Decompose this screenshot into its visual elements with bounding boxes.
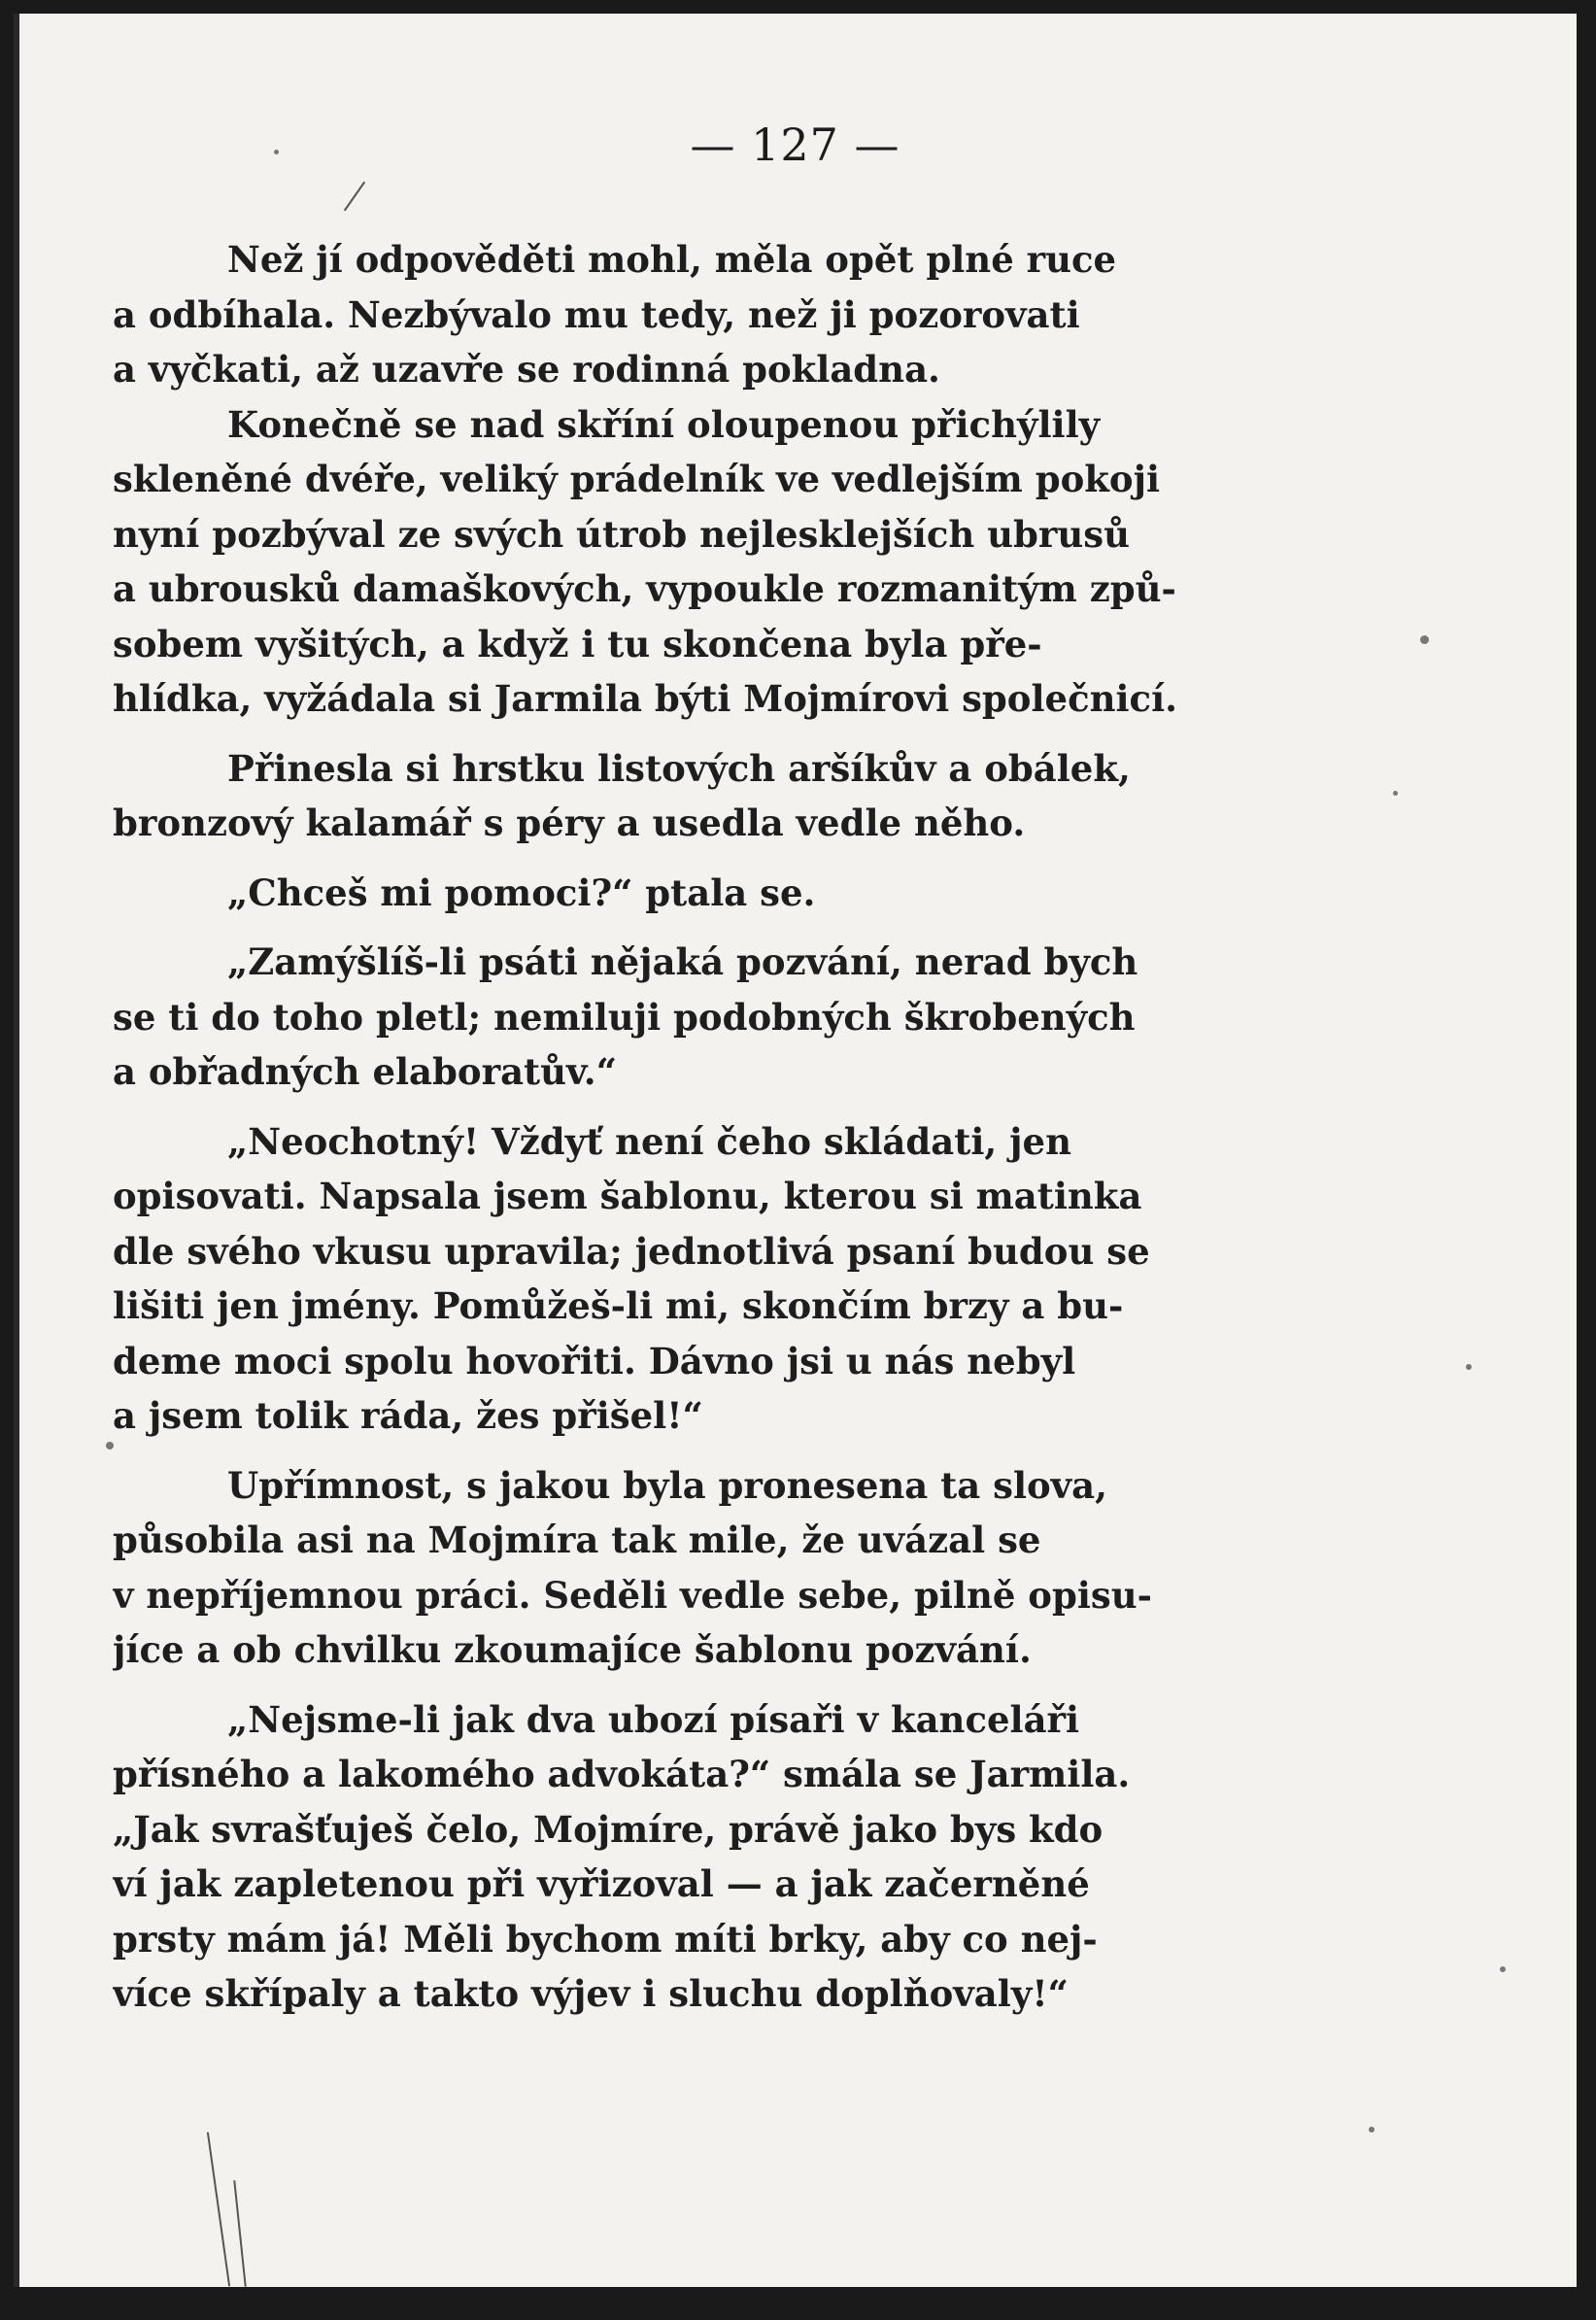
text-line: „Zamýšlíš-li psáti nějaká pozvání, nerad bych — [227, 940, 1138, 983]
text-line: opisovati. Napsala jsem šablonu, kterou si matinka — [113, 1175, 1142, 1217]
text-line: Než jí odpověděti mohl, měla opět plné ruce — [227, 238, 1117, 281]
text-line: v nepříjemnou práci. Seděli vedle sebe, pilně opisu- — [113, 1573, 1152, 1617]
paragraph — [113, 1458, 1344, 1678]
text-line: a vyčkati, až uzavře se rodinná pokladna. — [113, 348, 940, 391]
text-line: a ubrousků damaškových, vypoukle rozmanitým způ- — [113, 567, 1176, 610]
scan-edge — [14, 14, 19, 2287]
scan-speck — [1369, 2127, 1375, 2132]
text-line: a odbíhala. Nezbývalo mu tedy, než ji pozorovati — [113, 292, 1080, 336]
paragraph — [113, 935, 1344, 1100]
text-line: a obřadných elaboratův.“ — [113, 1050, 617, 1093]
scan-speck — [106, 1442, 114, 1450]
text-line: bronzový kalamář s péry a usedla vedle něho. — [113, 802, 1026, 844]
text-line: „Chceš mi pomoci?“ ptala se. — [227, 870, 816, 914]
book-page — [14, 14, 1577, 2287]
paragraph — [113, 232, 1344, 397]
scan-scratch — [233, 2180, 246, 2287]
text-line: dle svého vkusu upravila; jednotlivá psaní budou se — [113, 1229, 1150, 1273]
scan-speck — [1393, 791, 1398, 796]
text-line: působila asi na Mojmíra tak mile, že uvázal se — [113, 1518, 1041, 1561]
text-line: „Nejsme-li jak dva ubozí písaři v kanceláři — [227, 1697, 1080, 1741]
scan-speck — [1420, 635, 1429, 644]
paragraph — [113, 1692, 1344, 2022]
text-line: skleněné dvéře, veliký prádelník ve vedlejším pokoji — [113, 458, 1161, 500]
text-line: „Neochotný! Vždyť není čeho skládati, jen — [227, 1119, 1071, 1163]
text-line: prsty mám já! Měli bychom míti brky, aby co nej- — [113, 1917, 1098, 1961]
text-line: se ti do toho pletl; nemiluji podobných škrobených — [113, 995, 1136, 1039]
text-line: více skřípaly a takto výjev i sluchu doplňovaly!“ — [113, 1972, 1069, 2015]
paragraph — [113, 741, 1344, 851]
text-line: nyní pozbýval ze svých útrob nejlesklejších ubrusů — [113, 512, 1131, 556]
scan-speck — [274, 150, 279, 154]
paragraph — [113, 866, 1344, 921]
scan-speck — [1500, 1966, 1506, 1972]
scan-scratch — [207, 2132, 230, 2287]
text-line: Přinesla si hrstku listových aršíkův a obálek, — [227, 746, 1131, 790]
text-line: deme moci spolu hovořiti. Dávno jsi u nás nebyl — [113, 1339, 1076, 1382]
text-line: ví jak zapletenou při vyřizoval — a jak začerněné — [113, 1862, 1090, 1905]
text-line: sobem vyšitých, a když i tu skončena byla pře- — [113, 622, 1042, 665]
text-line: hlídka, vyžádala si Jarmila býti Mojmírovi společnicí. — [113, 677, 1178, 720]
scan-scratch — [344, 182, 365, 212]
paragraph — [113, 397, 1344, 727]
page-number: — 127 — — [690, 119, 900, 171]
text-line: přísného a lakomého advokáta?“ smála se Jarmila. — [113, 1753, 1131, 1795]
text-line: Upřímnost, s jakou byla pronesena ta slova, — [227, 1463, 1108, 1507]
text-line: lišiti jen jmény. Pomůžeš-li mi, skončím brzy a bu- — [113, 1284, 1124, 1327]
text-line: „Jak svrašťuješ čelo, Mojmíre, právě jako bys kdo — [113, 1807, 1104, 1851]
paragraph — [113, 1114, 1344, 1444]
scan-speck — [1466, 1364, 1472, 1370]
text-line: Konečně se nad skříní oloupenou přichýlily — [227, 402, 1101, 446]
body-text — [113, 232, 1344, 2022]
text-line: jíce a ob chvilku zkoumajíce šablonu pozvání. — [113, 1628, 1032, 1671]
text-line: a jsem tolik ráda, žes přišel!“ — [113, 1394, 703, 1437]
